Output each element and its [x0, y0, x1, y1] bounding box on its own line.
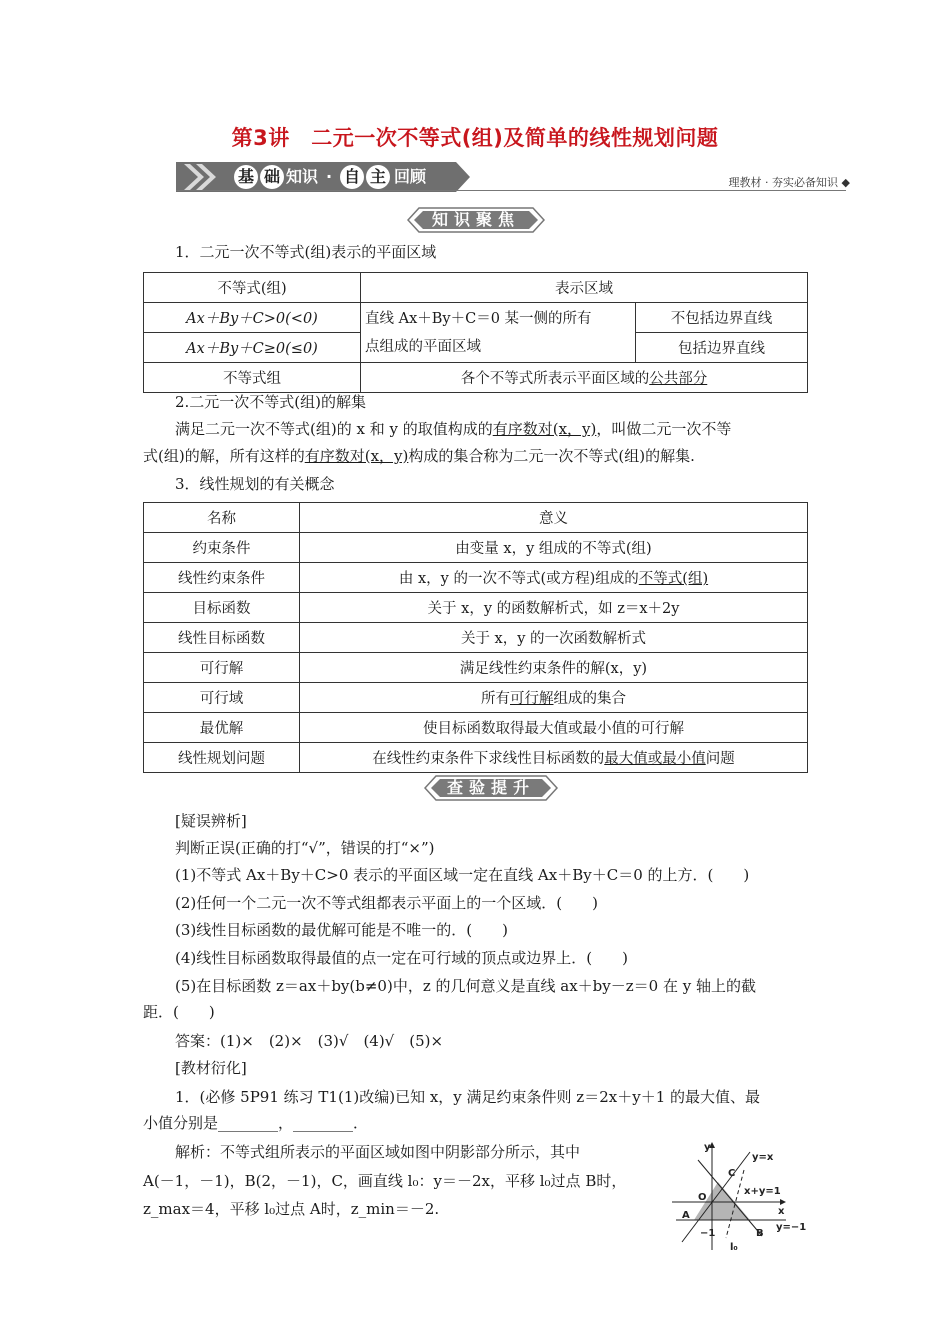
- table1-merged-desc: 直线 Ax＋By＋C＝0 某一侧的所有 点组成的平面区域: [361, 303, 636, 363]
- table2-header-meaning: 意义: [300, 503, 808, 533]
- table2-header-name: 名称: [144, 503, 300, 533]
- heading-3: 3．线性规划的有关概念: [175, 475, 335, 493]
- check-intro: 判断正误(正确的打“√”，错误的打“×”): [175, 839, 435, 857]
- svg-text:A: A: [682, 1210, 690, 1221]
- table1-row1-boundary: 不包括边界直线: [636, 303, 808, 333]
- table-row: 可行解 满足线性约束条件的解(x，y): [144, 653, 808, 683]
- table-row: 最优解 使目标函数取得最大值或最小值的可行解: [144, 713, 808, 743]
- tag-textbook: [教材衍化]: [175, 1059, 247, 1077]
- exercise-1-line2: 小值分别是________，________．: [143, 1114, 369, 1132]
- table-row: 线性约束条件 由 x，y 的一次不等式(或方程)组成的不等式(组): [144, 563, 808, 593]
- solution-line3: z_max＝4，平移 l₀过点 A时，z_min＝－2.: [143, 1200, 440, 1218]
- table-row: 可行域 所有可行解组成的集合: [144, 683, 808, 713]
- svg-text:y: y: [704, 1142, 711, 1153]
- table1-row3-desc: 各个不等式所表示平面区域的公共部分: [361, 363, 808, 393]
- question-1: (1)不等式 Ax＋By＋C>0 表示的平面区域一定在直线 Ax＋By＋C＝0 的上方．( ): [175, 866, 750, 884]
- concept-table: [143, 502, 808, 773]
- svg-text:y=−1: y=−1: [776, 1222, 807, 1233]
- exercise-1-line1: 1．(必修 5P91 练习 T1(1)改编)已知 x，y 满足约束条件则 z＝2x＋y＋1 的最大值、最: [175, 1088, 761, 1106]
- table1-row2-boundary: 包括边界直线: [636, 333, 808, 363]
- answer-line: 答案：(1)× (2)× (3)√ (4)√ (5)×: [175, 1032, 444, 1050]
- question-5-line1: (5)在目标函数 z＝ax＋by(b≠0)中，z 的几何意义是直线 ax＋by－z＝0 在 y 轴上的截: [175, 977, 756, 995]
- table-row: 约束条件 由变量 x，y 组成的不等式(组): [144, 533, 808, 563]
- svg-text:x: x: [778, 1206, 785, 1217]
- svg-text:B: B: [756, 1228, 764, 1239]
- region-table: [143, 272, 808, 393]
- heading-1: 1．二元一次不等式(组)表示的平面区域: [175, 243, 437, 261]
- banner-text: 基 础 知识 · 自 主 回顾: [238, 167, 427, 186]
- heading-2: 2.二元一次不等式(组)的解集: [175, 393, 367, 411]
- banner-subtitle: 理教材 · 夯实必备知识 ◆: [728, 176, 850, 189]
- table1-row2-ineq: Ax＋By＋C≥0(≤0): [144, 333, 361, 363]
- section-pill-check: 查验提升: [424, 775, 558, 801]
- question-2: (2)任何一个二元一次不等式组都表示平面上的一个区域．( ): [175, 894, 598, 912]
- svg-text:C: C: [728, 1168, 736, 1179]
- solution-line1: 解析：不等式组所表示的平面区域如图中阴影部分所示，其中: [175, 1143, 581, 1161]
- table1-row1-ineq: Ax＋By＋C>0(<0): [144, 303, 361, 333]
- s2-paragraph-line1: 满足二元一次不等式(组)的 x 和 y 的取值构成的有序数对(x，y)，叫做二元一次不等: [175, 420, 732, 438]
- question-5-line2: 距．( ): [143, 1003, 215, 1021]
- svg-text:O: O: [698, 1192, 707, 1203]
- table-row: 线性目标函数 关于 x，y 的一次函数解析式: [144, 623, 808, 653]
- table1-header-ineq: 不等式(组): [144, 273, 361, 303]
- svg-text:−1: −1: [700, 1228, 716, 1239]
- svg-text:x+y=1: x+y=1: [744, 1186, 781, 1197]
- banner-rule: [176, 190, 846, 191]
- feasible-region-graph: [668, 1138, 812, 1254]
- solution-line2: A(－1，－1)，B(2，－1)，C，画直线 l₀：y＝－2x，平移 l₀过点 B时，: [143, 1172, 627, 1190]
- table-row: 线性规划问题 在线性约束条件下求线性目标函数的最大值或最小值问题: [144, 743, 808, 773]
- section-pill-knowledge: 知识聚焦: [407, 207, 545, 233]
- svg-text:l₀: l₀: [730, 1242, 738, 1253]
- question-3: (3)线性目标函数的最优解可能是不唯一的．( ): [175, 921, 508, 939]
- table1-header-region: 表示区域: [361, 273, 808, 303]
- s2-paragraph-line2: 式(组)的解，所有这样的有序数对(x，y)构成的集合称为二元一次不等式(组)的解集.: [143, 447, 695, 465]
- table1-row3-label: 不等式组: [144, 363, 361, 393]
- question-4: (4)线性目标函数取得最值的点一定在可行域的顶点或边界上．( ): [175, 949, 628, 967]
- line-y-eq-x: [682, 1152, 750, 1242]
- svg-text:y=x: y=x: [752, 1152, 774, 1163]
- table-row: 目标函数 关于 x，y 的函数解析式，如 z＝x＋2y: [144, 593, 808, 623]
- page-title: 第3讲 二元一次不等式(组)及简单的线性规划问题: [231, 126, 719, 150]
- tag-error-analysis: [疑误辨析]: [175, 812, 247, 830]
